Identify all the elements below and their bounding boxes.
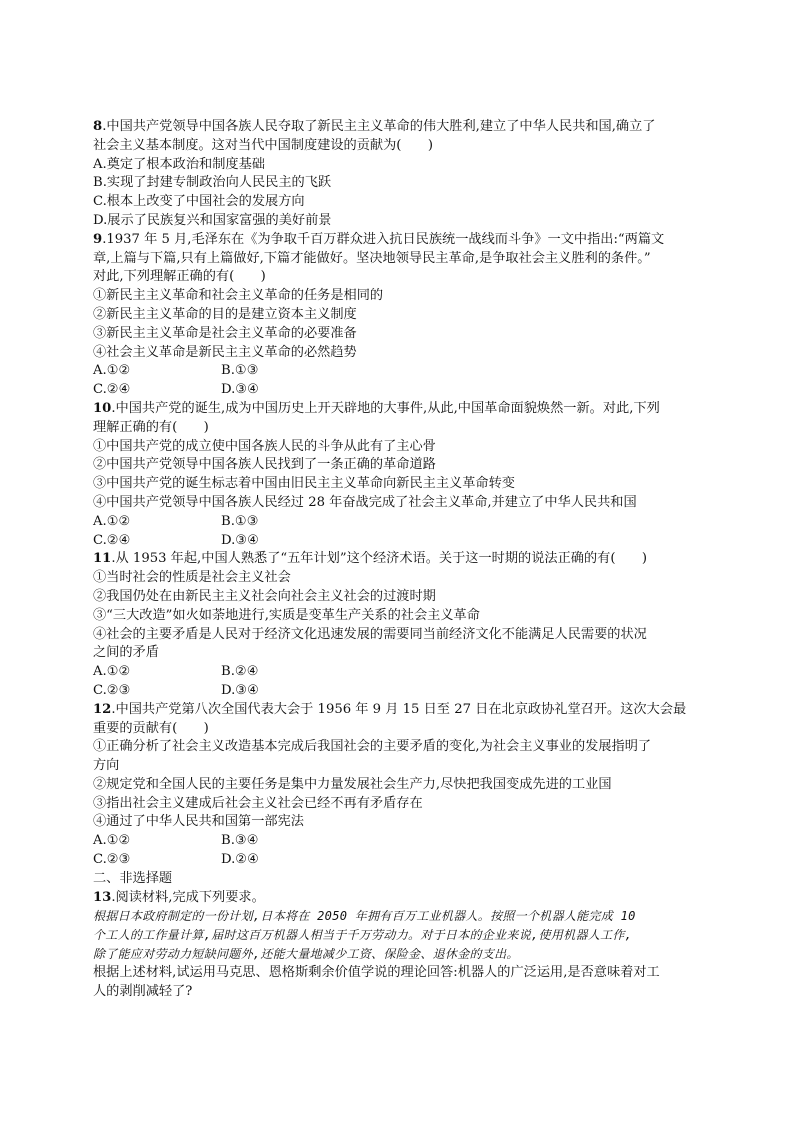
question-stem: 10.中国共产党的诞生,成为中国历史上开天辟地的大事件,从此,中国革命面貌焕然一新。对此,下列 <box>93 400 660 416</box>
exam-page <box>93 118 713 1001</box>
statement-3: ③新民主主义革命是社会主义革命的必要准备 <box>93 325 357 341</box>
question-number: 8 <box>93 119 103 134</box>
option-d[interactable]: D.③④ <box>221 382 259 398</box>
option-a[interactable]: A.①② <box>93 363 131 379</box>
question-stem: 12.中国共产党第八次全国代表大会于 1956 年 9 月 15 日至 27 日在北京政协礼堂召开。这次大会最 <box>93 701 687 717</box>
options-grid <box>93 832 713 870</box>
statement-2: ②规定党和全国人民的主要任务是集中力量发展社会生产力,尽快把我国变成先进的工业国 <box>93 776 612 792</box>
options-grid <box>93 513 713 551</box>
option-a[interactable]: A.①② <box>93 833 131 849</box>
question-number: 11 <box>93 551 112 567</box>
material-line-3: 除了能应对劳动力短缺问题外,还能大量地减少工资、保险金、退休金的支出。 <box>93 947 519 962</box>
statement-4: ④中国共产党领导中国各族人民经过 28 年奋战完成了社会主义革命,并建立了中华人民共和国 <box>93 494 637 510</box>
material-line-1: 根据日本政府制定的一份计划,日本将在 2050 年拥有百万工业机器人。按照一个机器人能完成 10 <box>93 909 636 924</box>
question-9 <box>93 231 713 400</box>
statement-3: ③“三大改造”如火如荼地进行,实质是变革生产关系的社会主义革命 <box>93 607 480 623</box>
option-d[interactable]: D.展示了民族复兴和国家富强的美好前景 <box>93 212 332 228</box>
options-grid <box>93 663 713 701</box>
question-13 <box>93 889 713 1002</box>
question-stem: 13.阅读材料,完成下列要求。 <box>93 889 265 905</box>
option-b[interactable]: B.③④ <box>221 833 259 849</box>
question-stem: 11.从 1953 年起,中国人熟悉了“五年计划”这个经济术语。关于这一时期的说法正确的有( ) <box>93 551 648 567</box>
statement-4: ④社会主义革命是新民主主义革命的必然趋势 <box>93 344 357 360</box>
question-8 <box>93 118 713 231</box>
statement-3: ③中国共产党的诞生标志着中国由旧民主主义革命向新民主主义革命转变 <box>93 476 515 492</box>
question-stem-continued: 重要的贡献有( ) <box>93 720 209 736</box>
statement-4: ④社会的主要矛盾是人民对于经济文化迅速发展的需要同当前经济文化不能满足人民需要的状况 <box>93 626 647 642</box>
option-b[interactable]: B.①③ <box>221 363 259 379</box>
option-b[interactable]: B.②④ <box>221 664 259 680</box>
statement-4-continued: 之间的矛盾 <box>93 645 159 661</box>
question-stem: 8.中国共产党领导中国各族人民夺取了新民主主义革命的伟大胜利,建立了中华人民共和国,确立了 <box>93 119 656 134</box>
question-prompt: 根据上述材料,试运用马克思、恩格斯剩余价值学说的理论回答:机器人的广泛运用,是否意味着对工 <box>93 964 660 980</box>
option-c[interactable]: C.②④ <box>93 382 131 398</box>
option-a[interactable]: A.①② <box>93 664 131 680</box>
option-b[interactable]: B.①③ <box>221 513 259 529</box>
statement-2: ②中国共产党领导中国各族人民找到了一条正确的革命道路 <box>93 457 436 473</box>
question-stem-continued: 社会主义基本制度。这对当代中国制度建设的贡献为( ) <box>93 137 433 153</box>
question-stem-continued: 章,上篇与下篇,只有上篇做好,下篇才能做好。坚决地领导民主革命,是争取社会主义胜利的条件。” <box>93 250 651 266</box>
statement-2: ②新民主主义革命的目的是建立资本主义制度 <box>93 306 357 322</box>
statement-1: ①当时社会的性质是社会主义社会 <box>93 570 291 586</box>
options-grid <box>93 362 713 400</box>
statement-1: ①正确分析了社会主义改造基本完成后我国社会的主要矛盾的变化,为社会主义事业的发展指明了 <box>93 739 652 755</box>
statement-3: ③指出社会主义建成后社会主义社会已经不再有矛盾存在 <box>93 795 423 811</box>
question-stem-continued: 对此,下列理解正确的有( ) <box>93 269 266 285</box>
question-10 <box>93 400 713 550</box>
statement-1: ①新民主主义革命和社会主义革命的任务是相同的 <box>93 288 384 304</box>
statement-1-continued: 方向 <box>93 758 120 774</box>
option-a[interactable]: A.①② <box>93 513 131 529</box>
question-12 <box>93 701 713 870</box>
option-c[interactable]: C.②③ <box>93 682 131 698</box>
statement-4: ④通过了中华人民共和国第一部宪法 <box>93 814 304 830</box>
option-b[interactable]: B.实现了封建专制政治向人民民主的飞跃 <box>93 175 332 191</box>
question-number: 10 <box>93 400 112 416</box>
question-stem-continued: 理解正确的有( ) <box>93 419 209 435</box>
option-c[interactable]: C.②④ <box>93 532 131 548</box>
question-number: 12 <box>93 701 112 717</box>
option-a[interactable]: A.奠定了根本政治和制度基础 <box>93 156 265 172</box>
option-c[interactable]: C.根本上改变了中国社会的发展方向 <box>93 194 305 210</box>
statement-1: ①中国共产党的成立使中国各族人民的斗争从此有了主心骨 <box>93 438 436 454</box>
option-d[interactable]: D.③④ <box>221 532 259 548</box>
question-prompt-continued: 人的剥削减轻了? <box>93 983 193 999</box>
material-line-2: 个工人的工作量计算,届时这百万机器人相当于千万劳动力。对于日本的企业来说,使用机器人工作, <box>93 928 633 943</box>
option-d[interactable]: D.③④ <box>221 682 259 698</box>
section-heading: 二、非选择题 <box>93 870 173 886</box>
question-11 <box>93 550 713 700</box>
question-number: 9 <box>93 231 103 247</box>
question-number: 13 <box>93 889 112 905</box>
question-stem: 9.1937 年 5 月,毛泽东在《为争取千百万群众进入抗日民族统一战线而斗争》一文中指出:“两篇文 <box>93 231 665 247</box>
option-c[interactable]: C.②③ <box>93 852 131 868</box>
option-d[interactable]: D.②④ <box>221 852 259 868</box>
statement-2: ②我国仍处在由新民主主义社会向社会主义社会的过渡时期 <box>93 588 436 604</box>
